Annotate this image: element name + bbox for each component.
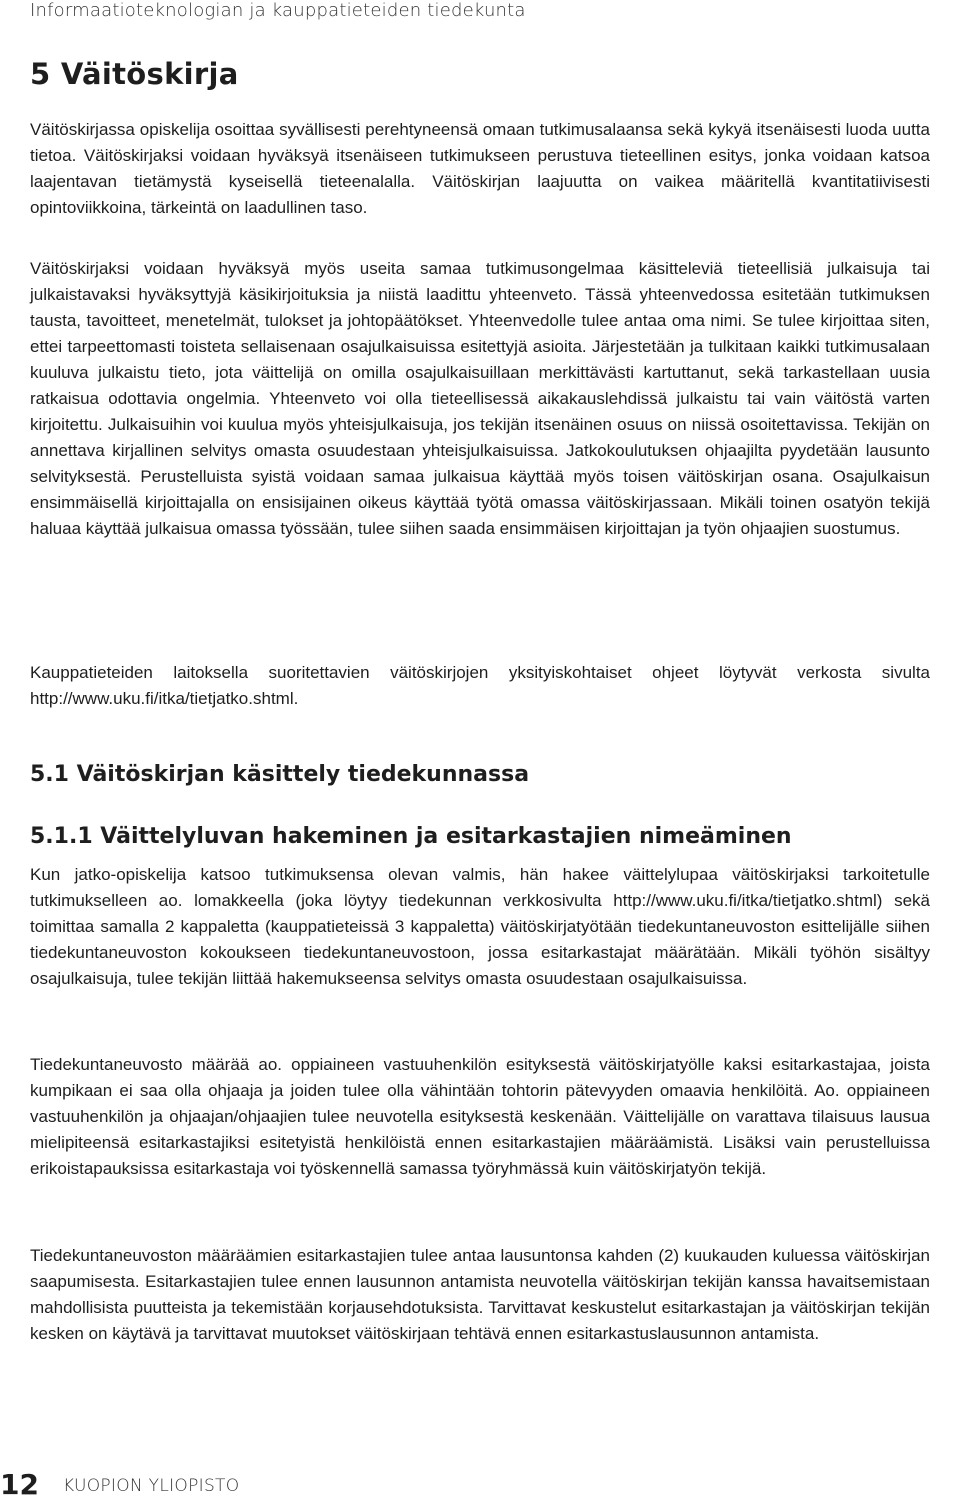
running-header: Informaatioteknologian ja kauppatieteiden tiedekunta <box>30 0 526 21</box>
body-paragraph: Väitöskirjassa opiskelija osoittaa syvällisesti perehtyneensä omaan tutkimusalaansa sekä kykyä itsenäisesti luoda uutta tietoa. Väitöskirjaksi voidaan hyväksyä itsenäiseen tutkimukseen perustuva tieteellinen esitys, jonka voidaan katsoa laajentavan tietämystä kyseisellä tieteenalalla. Väitöskirjan laajuutta on vaikea määritellä kvantitatiivisesti opintoviikkoina, tärkeintä on laadullinen taso. <box>30 120 930 217</box>
subsection-title: 5.1 Väitöskirjan käsittely tiedekunnassa <box>30 762 530 787</box>
page-number: 12 <box>0 1468 39 1501</box>
body-paragraph: Kun jatko-opiskelija katsoo tutkimuksensa olevan valmis, hän hakee väittelylupaa väitöskirjaksi tarkoitetulle tutkimukselleen ao. lomakkeella (joka löytyy tiedekunnan verkkosivulta http://www.uku.fi/itka/tietjatko.shtml) sekä toimittaa samalla 2 kappaletta (kauppatieteissä 3 kappaletta) väitöskirjatyötään tiedekuntaneuvoston esittelijälle siihen tiedekuntaneuvoston kokoukseen tiedekuntaneuvostoon, jossa esitarkastajat määrätään. Mikäli työhön sisältyy osajulkaisuja, tulee tekijän liittää hakemukseensa selvitys omasta osuudestaan osajulkaisuissa. <box>30 865 930 988</box>
subsubsection-title: 5.1.1 Väittelyluvan hakeminen ja esitarkastajien nimeäminen <box>30 824 792 849</box>
body-paragraph: Kauppatieteiden laitoksella suoritettavien väitöskirjojen yksityiskohtaiset ohjeet löytyvät verkosta sivulta http://www.uku.fi/itka/tietjatko.shtml. <box>30 663 930 708</box>
body-paragraph: Tiedekuntaneuvosto määrää ao. oppiaineen vastuuhenkilön esityksestä väitöskirjatyölle kaksi esitarkastajaa, joista kumpikaan ei saa olla ohjaaja ja joiden tulee olla vähintään tohtorin pätevyyden omaavia henkilöitä. Ao. oppiaineen vastuuhenkilön ja ohjaajan/ohjaajien tulee neuvotella esityksestä keskenään. Väittelijälle on varattava tilaisuus lausua mielipiteensä esitarkastajiksi esitetyistä henkilöistä ennen esitarkastajien määräämistä. Lisäksi vain perustelluissa erikoistapauksissa esitarkastaja voi työskennellä samassa työryhmässä kuin väitöskirjatyön tekijä. <box>30 1055 930 1178</box>
page-footer <box>0 1468 239 1500</box>
body-paragraph: Väitöskirjaksi voidaan hyväksyä myös useita samaa tutkimusongelmaa käsitteleviä tieteellisiä julkaisuja tai julkaistavaksi hyväksyttyjä käsikirjoituksia ja niistä laadittu yhteenveto. Tässä yhteenvedossa esitetään tutkimuksen tausta, tavoitteet, menetelmät, tulokset ja johtopäätökset. Yhteenvedolle tulee antaa oma nimi. Se tulee kirjoittaa siten, ettei tarpeettomasti toisteta sellaisenaan osajulkaisuissa esitettyjä asioita. Järjestetään ja tulkitaan kaikki tutkimusalaan kuuluva julkaistu tieto, jota väittelijä on omilla osajulkaisuillaan merkittävästi kartuttanut, sekä tarkastellaan uusia ratkaisua odottavia ongelmia. Yhteenveto voi olla tieteellisessä aikakauslehdissä julkaistu tai vain väitöstä varten kirjoitettu. Julkaisuihin voi kuulua myös yhteisjulkaisuja, jos tekijän itsenäinen osuus on niissä osoitettavissa. Tekijän on annettava kirjallinen selvitys omasta osuudestaan yhteisjulkaisuissa. Jatkokoulutuksen ohjaajilta pyydetään lausunto selvityksestä. Perustelluista syistä voidaan samaa julkaisua käyttää myös toisen väitöskirjan osana. Osajulkaisun ensimmäisellä kirjoittajalla on ensisijainen oikeus käyttää työtä omassa väitöskirjassaan. Mikäli toinen osatyön tekijä haluaa käyttää julkaisua omassa työssään, tulee siihen saada ensimmäisen kirjoittajan ja työn ohjaajien suostumus. <box>30 259 930 538</box>
body-paragraph: Tiedekuntaneuvoston määräämien esitarkastajien tulee antaa lausuntonsa kahden (2) kuukauden kuluessa väitöskirjan saapumisesta. Esitarkastajien tulee ennen lausunnon antamista neuvotella väitöskirjan tekijän kanssa havaitsemistaan mahdollisista puutteista ja tekemistään korjausehdotuksista. Tarvittavat keskustelut esitarkastajan ja väitöskirjan tekijän kesken on käytävä ja tarvittavat muutokset väitöskirjaan tehtävä ennen esitarkastuslausunnon antamista. <box>30 1246 930 1343</box>
section-title: 5 Väitöskirja <box>30 57 239 91</box>
publisher-name: KUOPION YLIOPISTO <box>62 1476 240 1496</box>
